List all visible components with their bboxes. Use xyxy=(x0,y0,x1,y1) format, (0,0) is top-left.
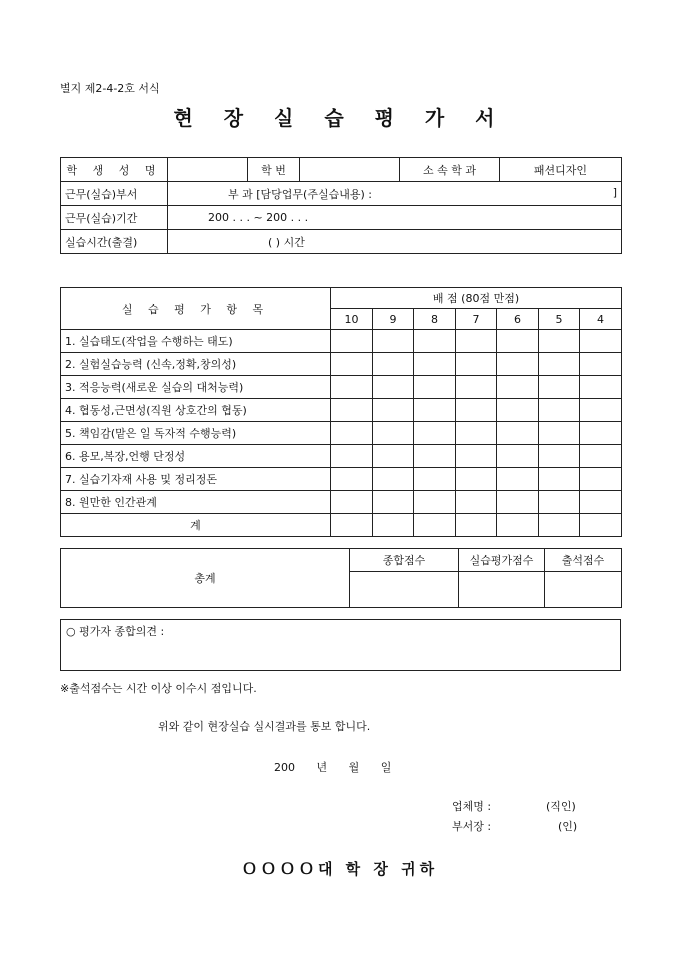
attendance-score-label: 출석점수 xyxy=(545,549,622,572)
work-dept-value: 부 과 [담당업무(주실습내용) : xyxy=(228,187,372,201)
score-cell[interactable] xyxy=(331,445,373,468)
evaluation-row xyxy=(61,399,622,422)
evaluation-item-label: 8. 원만한 인간관계 xyxy=(61,491,331,514)
manager-seal: (인) xyxy=(558,820,578,833)
evaluation-item-label: 1. 실습태도(작업을 수행하는 태도) xyxy=(61,330,331,353)
evaluation-row xyxy=(61,491,622,514)
attendance-score-field[interactable] xyxy=(545,572,622,608)
confirmation-text: 위와 같이 현장실습 실시결과를 통보 합니다. xyxy=(158,720,371,733)
score-cell[interactable] xyxy=(373,399,414,422)
score-cell[interactable] xyxy=(456,514,497,537)
manager-label: 부서장 : xyxy=(452,820,492,833)
score-cell[interactable] xyxy=(539,491,580,514)
total-label: 총계 xyxy=(61,549,350,608)
evaluation-row xyxy=(61,445,622,468)
score-cell[interactable] xyxy=(539,353,580,376)
score-cell[interactable] xyxy=(539,399,580,422)
score-column-header: 4 xyxy=(580,309,622,330)
score-cell[interactable] xyxy=(497,399,539,422)
score-cell[interactable] xyxy=(331,514,373,537)
evaluation-item-label: 2. 실험실습능력 (신속,정확,창의성) xyxy=(61,353,331,376)
score-cell[interactable] xyxy=(331,399,373,422)
score-cell[interactable] xyxy=(580,491,622,514)
score-column-header: 6 xyxy=(497,309,539,330)
evaluation-row xyxy=(61,376,622,399)
score-cell[interactable] xyxy=(414,445,456,468)
evaluation-row xyxy=(61,468,622,491)
score-cell[interactable] xyxy=(580,445,622,468)
score-cell[interactable] xyxy=(373,491,414,514)
score-cell[interactable] xyxy=(331,353,373,376)
score-cell[interactable] xyxy=(580,399,622,422)
score-cell[interactable] xyxy=(497,330,539,353)
score-cell[interactable] xyxy=(539,514,580,537)
score-cell[interactable] xyxy=(331,468,373,491)
score-cell[interactable] xyxy=(456,399,497,422)
score-cell[interactable] xyxy=(331,376,373,399)
score-cell[interactable] xyxy=(331,422,373,445)
score-cell[interactable] xyxy=(456,422,497,445)
score-cell[interactable] xyxy=(414,399,456,422)
score-cell[interactable] xyxy=(497,376,539,399)
score-cell[interactable] xyxy=(580,514,622,537)
practice-score-field[interactable] xyxy=(459,572,545,608)
combined-score-label: 종합점수 xyxy=(350,549,459,572)
department-label: 소 속 학 과 xyxy=(400,158,500,182)
score-cell[interactable] xyxy=(580,376,622,399)
score-cell[interactable] xyxy=(456,491,497,514)
evaluation-item-label: 6. 용모,복장,언행 단정성 xyxy=(61,445,331,468)
score-cell[interactable] xyxy=(580,422,622,445)
combined-score-field[interactable] xyxy=(350,572,459,608)
score-cell[interactable] xyxy=(373,376,414,399)
opinion-label: ○ 평가자 종합의견 : xyxy=(66,625,165,638)
period-field[interactable]: 200 . . . ~ 200 . . . xyxy=(168,206,622,230)
department-value[interactable]: 패션디자인 xyxy=(500,158,622,182)
score-cell[interactable] xyxy=(580,353,622,376)
score-cell[interactable] xyxy=(414,514,456,537)
period-label: 근무(실습)기간 xyxy=(61,206,168,230)
score-cell[interactable] xyxy=(539,468,580,491)
score-cell[interactable] xyxy=(580,468,622,491)
evaluation-item-label: 3. 적응능력(새로운 실습의 대처능력) xyxy=(61,376,331,399)
hours-label: 실습시간(출결) xyxy=(61,230,168,254)
score-cell[interactable] xyxy=(539,422,580,445)
score-cell[interactable] xyxy=(580,330,622,353)
score-header: 배 점 (80점 만점) xyxy=(331,288,622,309)
opinion-box[interactable] xyxy=(60,619,621,671)
company-label: 업체명 : xyxy=(452,800,492,813)
form-number: 별지 제2-4-2호 서식 xyxy=(60,82,160,95)
score-cell[interactable] xyxy=(414,491,456,514)
items-header: 실 습 평 가 항 목 xyxy=(61,288,331,330)
score-cell[interactable] xyxy=(373,330,414,353)
page-title: 현 장 실 습 평 가 서 xyxy=(173,106,507,130)
student-name-field[interactable] xyxy=(168,158,248,182)
score-cell[interactable] xyxy=(497,468,539,491)
student-id-label: 학 번 xyxy=(248,158,300,182)
evaluation-item-label: 4. 협동성,근면성(직원 상호간의 협동) xyxy=(61,399,331,422)
score-cell[interactable] xyxy=(497,514,539,537)
score-cell[interactable] xyxy=(414,422,456,445)
score-cell[interactable] xyxy=(497,491,539,514)
score-cell[interactable] xyxy=(497,422,539,445)
score-cell[interactable] xyxy=(456,376,497,399)
score-cell[interactable] xyxy=(373,445,414,468)
hours-field[interactable]: ( ) 시간 xyxy=(168,230,622,254)
score-cell[interactable] xyxy=(373,422,414,445)
score-cell[interactable] xyxy=(456,330,497,353)
score-cell[interactable] xyxy=(331,491,373,514)
score-cell[interactable] xyxy=(414,376,456,399)
addressee: ＯＯＯＯ대 학 장 귀하 xyxy=(241,860,439,878)
subtotal-label: 계 xyxy=(61,514,331,537)
score-cell[interactable] xyxy=(414,353,456,376)
attendance-note: ※출석점수는 시간 이상 이수시 점입니다. xyxy=(60,682,257,695)
score-cell[interactable] xyxy=(539,445,580,468)
score-cell[interactable] xyxy=(373,468,414,491)
evaluation-table xyxy=(60,287,622,537)
score-column-header: 9 xyxy=(373,309,414,330)
student-name-label: 학 생 성 명 xyxy=(61,158,168,182)
score-cell[interactable] xyxy=(456,468,497,491)
evaluation-row xyxy=(61,353,622,376)
score-cell[interactable] xyxy=(497,353,539,376)
score-cell[interactable] xyxy=(456,353,497,376)
score-cell[interactable] xyxy=(456,445,497,468)
score-cell[interactable] xyxy=(539,376,580,399)
date-line: 200 년 월 일 xyxy=(274,761,392,774)
evaluation-item-label: 5. 책임감(맡은 일 독자적 수행능력) xyxy=(61,422,331,445)
score-cell[interactable] xyxy=(373,514,414,537)
evaluation-row xyxy=(61,330,622,353)
score-cell[interactable] xyxy=(497,445,539,468)
work-dept-close: ] xyxy=(612,186,617,199)
score-cell[interactable] xyxy=(539,330,580,353)
work-dept-field[interactable] xyxy=(168,182,622,206)
student-id-field[interactable] xyxy=(300,158,400,182)
total-table xyxy=(60,548,622,608)
score-cell[interactable] xyxy=(331,330,373,353)
student-info-table xyxy=(60,157,622,254)
score-cell[interactable] xyxy=(373,353,414,376)
work-dept-label: 근무(실습)부서 xyxy=(61,182,168,206)
score-column-header: 7 xyxy=(456,309,497,330)
company-seal: (직인) xyxy=(546,800,576,813)
evaluation-item-label: 7. 실습기자재 사용 및 정리정돈 xyxy=(61,468,331,491)
score-cell[interactable] xyxy=(414,468,456,491)
score-column-header: 10 xyxy=(331,309,373,330)
evaluation-row xyxy=(61,422,622,445)
score-column-header: 8 xyxy=(414,309,456,330)
items-body xyxy=(61,330,622,514)
practice-score-label: 실습평가점수 xyxy=(459,549,545,572)
score-cell[interactable] xyxy=(414,330,456,353)
score-column-header: 5 xyxy=(539,309,580,330)
